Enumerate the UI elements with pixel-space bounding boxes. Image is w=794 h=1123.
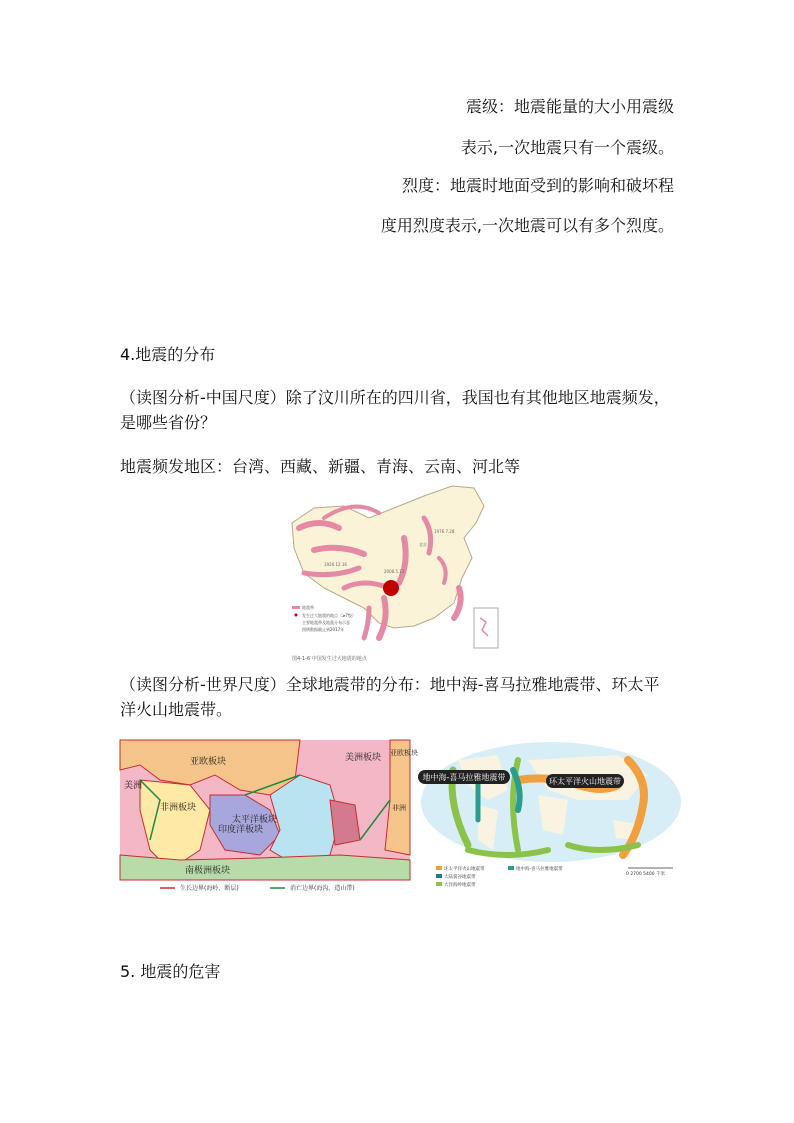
china-answer: 地震频发地区：台湾、西藏、新疆、青海、云南、河北等 bbox=[120, 457, 521, 476]
plates-legend bbox=[160, 884, 355, 892]
note-intensity-1: 烈度：地震时地面受到的影响和破坏程 bbox=[401, 176, 674, 195]
belt-legend-1: 地中海-喜马拉雅地震带 bbox=[516, 867, 563, 872]
label-eurasia: 亚欧板块 bbox=[190, 757, 227, 767]
label-pacific: 太平洋板块 bbox=[232, 815, 278, 825]
note-magnitude-2: 表示,一次地震只有一个震级。 bbox=[460, 138, 674, 157]
belt-legend-3: 大洋海岭地震带 bbox=[444, 883, 476, 888]
label-antarctic: 南极洲板块 bbox=[185, 866, 231, 876]
tag-mediterranean: 地中海-喜马拉雅地震带 bbox=[422, 773, 506, 782]
note-magnitude-1: 震级：地震能量的大小用震级 bbox=[465, 97, 674, 116]
legend-quake: 发生过大地震的地点（≥7级） bbox=[302, 613, 356, 618]
belt-legend-0: 环太平洋火山地震带 bbox=[444, 867, 485, 872]
wenchuan-marker bbox=[383, 580, 399, 596]
belts-map bbox=[418, 740, 685, 895]
label-america: 美洲板块 bbox=[345, 753, 382, 763]
china-map-caption: 图4-1-6 中国发生过大地震的地点 bbox=[292, 656, 367, 662]
tag-pacific: 环太平洋火山地震带 bbox=[549, 777, 621, 786]
china-question-line1: （读图分析-中国尺度）除了汶川所在的四川省，我国也有其他地区地震频发， bbox=[120, 388, 670, 407]
label-indo: 印度洋板块 bbox=[218, 825, 264, 835]
svg-text:北京: 北京 bbox=[419, 542, 427, 547]
world-line2: 洋火山地震带。 bbox=[120, 700, 233, 719]
belt-legend-2: 大陆裂谷地震带 bbox=[444, 875, 476, 880]
legend-note1: 主要地震带及地震分布示意 bbox=[302, 620, 350, 625]
belts-figure bbox=[418, 740, 685, 895]
plates-map bbox=[120, 740, 418, 895]
label-africa: 非洲板块 bbox=[160, 803, 197, 813]
china-map-figure bbox=[284, 478, 508, 664]
label-africa-right: 非洲 bbox=[392, 804, 406, 812]
belts-legend bbox=[436, 865, 673, 888]
legend-note2: 图例数据截止到2017年 bbox=[302, 627, 345, 632]
label-eurasia-right: 亚欧板块 bbox=[390, 749, 418, 757]
label-america-left: 美洲 bbox=[124, 781, 143, 791]
plates-figure bbox=[120, 740, 418, 895]
svg-text:1920.12.16: 1920.12.16 bbox=[324, 562, 347, 567]
section-4-title: 4.地震的分布 bbox=[120, 345, 216, 364]
legend-belt: 地震带 bbox=[302, 605, 314, 610]
svg-text:1976.7.28: 1976.7.28 bbox=[434, 529, 455, 534]
note-intensity-2: 度用烈度表示,一次地震可以有多个烈度。 bbox=[380, 216, 674, 235]
china-earthquake-map bbox=[284, 478, 508, 664]
section-5-title: 5. 地震的危害 bbox=[120, 962, 221, 981]
legend-divergent: 生长边界(海岭、断层) bbox=[180, 885, 239, 892]
world-line1: （读图分析-世界尺度）全球地震带的分布：地中海-喜马拉雅地震带、环太平 bbox=[120, 675, 660, 694]
legend-convergent: 消亡边界(海沟、造山带) bbox=[290, 885, 355, 892]
belts-scale: 0 2700 5400 千米 bbox=[626, 872, 666, 877]
china-question-line2: 是哪些省份？ bbox=[120, 413, 217, 432]
svg-text:2008.5.12: 2008.5.12 bbox=[384, 569, 405, 574]
